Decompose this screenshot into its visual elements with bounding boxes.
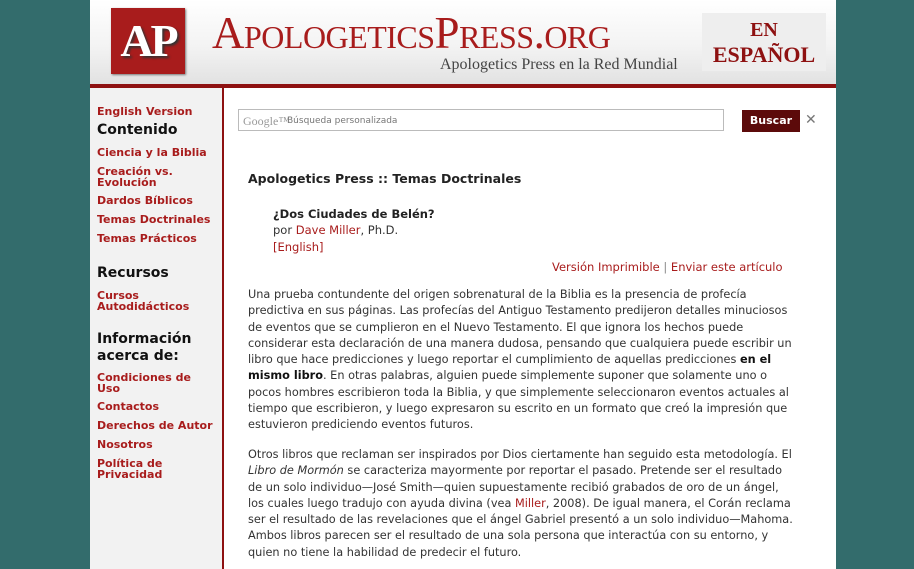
author-link[interactable]: Dave Miller <box>295 223 361 237</box>
site-title[interactable] <box>212 7 610 59</box>
p2-text-c: , 2008). De igual manera, el Corán reclama ser el resultado de las revelaciones que el ángel Gabriel presentó a un solo individuo—Mahoma. Ambos libros parecen ser el resultado de una sola persona que interactúa con su entorno, y quien no tiene la habilidad de predecir el futuro. <box>248 496 793 559</box>
search-button[interactable]: Buscar <box>742 110 800 132</box>
en-espanol-badge[interactable] <box>702 13 826 71</box>
p1-text-b: . En otras palabras, alguien puede simplemente suponer que solamente uno o pocos hombres escribieron toda la Biblia, y que simplemente seleccionaron eventos actuales al tiempo que escribieron, y luego expresaron su escrito en un formato que creó la impresión que estuvieron prediciendo eventos futuros. <box>248 369 789 432</box>
search-input[interactable] <box>238 109 724 131</box>
sidebar-item-nosotros[interactable]: Nosotros <box>97 438 153 451</box>
sidebar-item-condiciones[interactable]: Condiciones de Uso <box>97 371 191 395</box>
ap-logo[interactable] <box>111 8 185 74</box>
sidebar-item-temas-doctrinales[interactable]: Temas Doctrinales <box>97 213 211 226</box>
article-paragraph-1 <box>248 287 794 434</box>
author-suffix: , Ph.D. <box>360 223 399 237</box>
sidebar-item-cursos[interactable]: Cursos Autodidácticos <box>97 289 190 313</box>
article-actions <box>552 260 783 274</box>
google-logo: Google™ <box>243 114 291 128</box>
article-paragraph-2 <box>248 447 794 561</box>
close-icon[interactable]: ✕ <box>805 112 817 128</box>
p1-text-a: Una prueba contundente del origen sobrenatural de la Biblia es la presencia de profecía predictiva en sus páginas. Las profecías del Antiguo Testamento predijeron detalles minuciosos de eventos que se cumplieron en el Nuevo Testamento. El que ignora los hechos puede considerar esta declaración de una manera dudosa, pensando que cualquiera puede escribir un libro que hace predicciones y luego reportar el cumplimiento de aquellas predicciones <box>248 288 792 367</box>
p1-bold: en el mismo libro <box>248 353 772 383</box>
sidebar-item-creacion[interactable]: Creación vs. Evolución <box>97 165 173 189</box>
sidebar-item-derechos[interactable]: Derechos de Autor <box>97 419 213 432</box>
sidebar-item-ciencia[interactable]: Ciencia y la Biblia <box>97 146 207 159</box>
sidebar-heading-informacion: Información acerca de: <box>97 331 192 364</box>
sidebar-item-contactos[interactable]: Contactos <box>97 400 160 413</box>
article-title: ¿Dos Ciudades de Belén? <box>273 207 435 221</box>
english-version-link[interactable]: [English] <box>273 240 324 254</box>
sidebar-heading-contenido: Contenido <box>97 122 178 138</box>
p2-text-a: Otros libros que reclaman ser inspirados por Dios ciertamente han seguido esta metodología. El <box>248 448 792 461</box>
p2-text-b: se caracteriza mayormente por reportar el pasado. Pretende ser el resultado de un solo individuo—José Smith—quien supuestamente recibió grabados de oro de un ángel, los cuales luego tradujo con ayuda divina (vea <box>248 464 782 510</box>
p2-italic: Libro de Mormón <box>248 464 344 478</box>
site-header <box>90 0 836 84</box>
breadcrumb: Apologetics Press :: Temas Doctrinales <box>248 171 522 186</box>
search-placeholder: Búsqueda personalizada <box>287 116 398 126</box>
sidebar-item-dardos[interactable]: Dardos Bíblicos <box>97 194 193 207</box>
byline <box>273 223 398 237</box>
tagline: Apologetics Press en la Red Mundial <box>440 56 678 73</box>
sidebar-english-version[interactable]: English Version <box>97 105 193 118</box>
action-separator: | <box>659 260 671 274</box>
sidebar-item-privacidad[interactable]: Política de Privacidad <box>97 457 163 481</box>
badge-line-1: EN <box>750 19 778 41</box>
print-version-link[interactable]: Versión Imprimible <box>552 260 660 274</box>
page <box>90 0 836 569</box>
logo-text: AP <box>120 15 176 66</box>
sidebar <box>90 88 224 569</box>
byline-prefix: por <box>273 223 296 237</box>
badge-line-2: ESPAÑOL <box>712 42 816 67</box>
sidebar-heading-recursos: Recursos <box>97 265 169 281</box>
email-article-link[interactable]: Enviar este artículo <box>670 260 783 274</box>
sidebar-item-temas-practicos[interactable]: Temas Prácticos <box>97 232 197 245</box>
site-title-text: ApologeticsPress.org <box>212 8 611 58</box>
miller-reference-link[interactable]: Miller <box>514 496 546 510</box>
